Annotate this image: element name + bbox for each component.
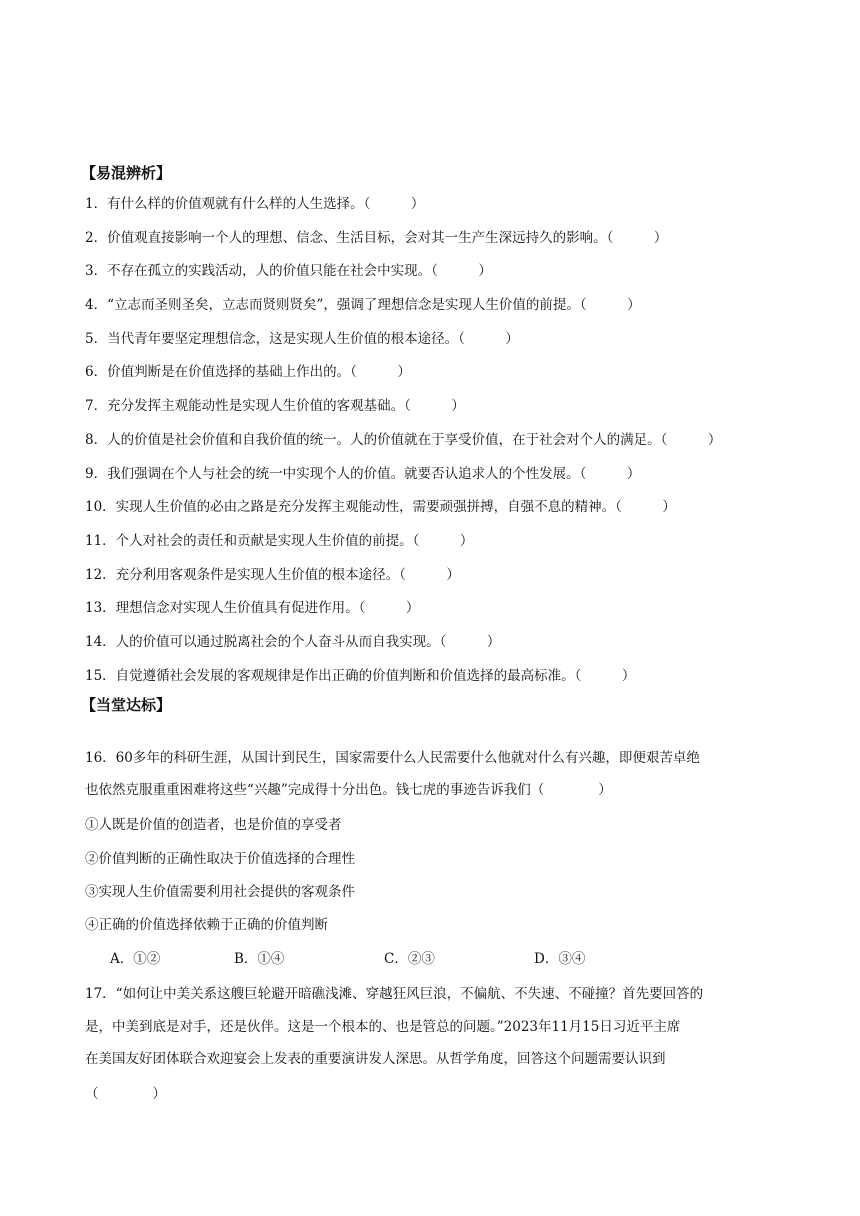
question-16-options: [110, 949, 710, 969]
question-16-statement-4: ④正确的价值选择依赖于正确的价值判断: [85, 917, 328, 933]
option-d[interactable]: D．③④: [534, 951, 586, 967]
statement-5: 5．当代青年要坚定理想信念，这是实现人生价值的根本途径。（ ）: [85, 331, 519, 347]
statement-3: 3．不存在孤立的实践活动，人的价值只能在社会中实现。（ ）: [85, 263, 492, 279]
question-16-line-1: 16．60多年的科研生涯，从国计到民生，国家需要什么人民需要什么他就对什么有兴趣，即便艰苦卓绝: [85, 750, 700, 766]
statement-14: 14．人的价值可以通过脱离社会的个人奋斗从而自我实现。（ ）: [85, 634, 501, 650]
statement-10: 10．实现人生价值的必由之路是充分发挥主观能动性，需要顽强拼搏，自强不息的精神。（ ）: [85, 499, 676, 515]
statement-7: 7．充分发挥主观能动性是实现人生价值的客观基础。（ ）: [85, 398, 465, 414]
question-16-statement-1: ①人既是价值的创造者，也是价值的享受者: [85, 817, 342, 833]
statement-2: 2．价值观直接影响一个人的理想、信念、生活目标，会对其一生产生深远持久的影响。（ ）: [85, 230, 668, 246]
statement-15: 15．自觉遵循社会发展的客观规律是作出正确的价值判断和价值选择的最高标准。（ ）: [85, 668, 636, 684]
question-17-line-2: 是，中美到底是对手，还是伙伴。这是一个根本的、也是管总的问题。”2023年11月15日习近平主席: [85, 1019, 681, 1035]
question-17-answer-bracket: （ ）: [85, 1086, 166, 1102]
question-16-statement-3: ③实现人生价值需要利用社会提供的客观条件: [85, 884, 355, 900]
statement-1: 1．有什么样的价值观就有什么样的人生选择。（ ）: [85, 196, 425, 212]
statement-9: 9．我们强调在个人与社会的统一中实现个人的价值。就要否认追求人的个性发展。（ ）: [85, 466, 641, 482]
question-17-line-3: 在美国友好团体联合欢迎宴会上发表的重要演讲发人深思。从哲学角度，回答这个问题需要认识到: [85, 1051, 666, 1067]
statement-6: 6．价值判断是在价值选择的基础上作出的。（ ）: [85, 364, 411, 380]
statement-12: 12．充分利用客观条件是实现人生价值的根本途径。（ ）: [85, 567, 460, 583]
section-title-in-class-assessment: 【当堂达标】: [81, 696, 172, 714]
statement-13: 13．理想信念对实现人生价值具有促进作用。（ ）: [85, 600, 420, 616]
option-a[interactable]: A．①②: [110, 951, 161, 967]
statement-4: 4．“立志而圣则圣矣，立志而贤则贤矣”，强调了理想信念是实现人生价值的前提。（ ）: [85, 297, 641, 313]
question-17-line-1: 17．“如何让中美关系这艘巨轮避开暗礁浅滩、穿越狂风巨浪，不偏航、不失速、不碰撞？首先要回答的: [85, 986, 704, 1002]
question-16-statement-2: ②价值判断的正确性取决于价值选择的合理性: [85, 851, 355, 867]
option-c[interactable]: C．②③: [384, 951, 435, 967]
option-b[interactable]: B．①④: [234, 951, 285, 967]
question-16-line-2: 也依然克服重重困难将这些“兴趣”完成得十分出色。钱七虎的事迹告诉我们（ ）: [85, 782, 612, 798]
statement-11: 11．个人对社会的责任和贡献是实现人生价值的前提。（ ）: [85, 533, 474, 549]
statement-8: 8．人的价值是社会价值和自我价值的统一。人的价值就在于享受价值，在于社会对个人的满足。（ ）: [85, 432, 722, 448]
section-title-confusion-analysis: 【易混辨析】: [81, 164, 172, 182]
